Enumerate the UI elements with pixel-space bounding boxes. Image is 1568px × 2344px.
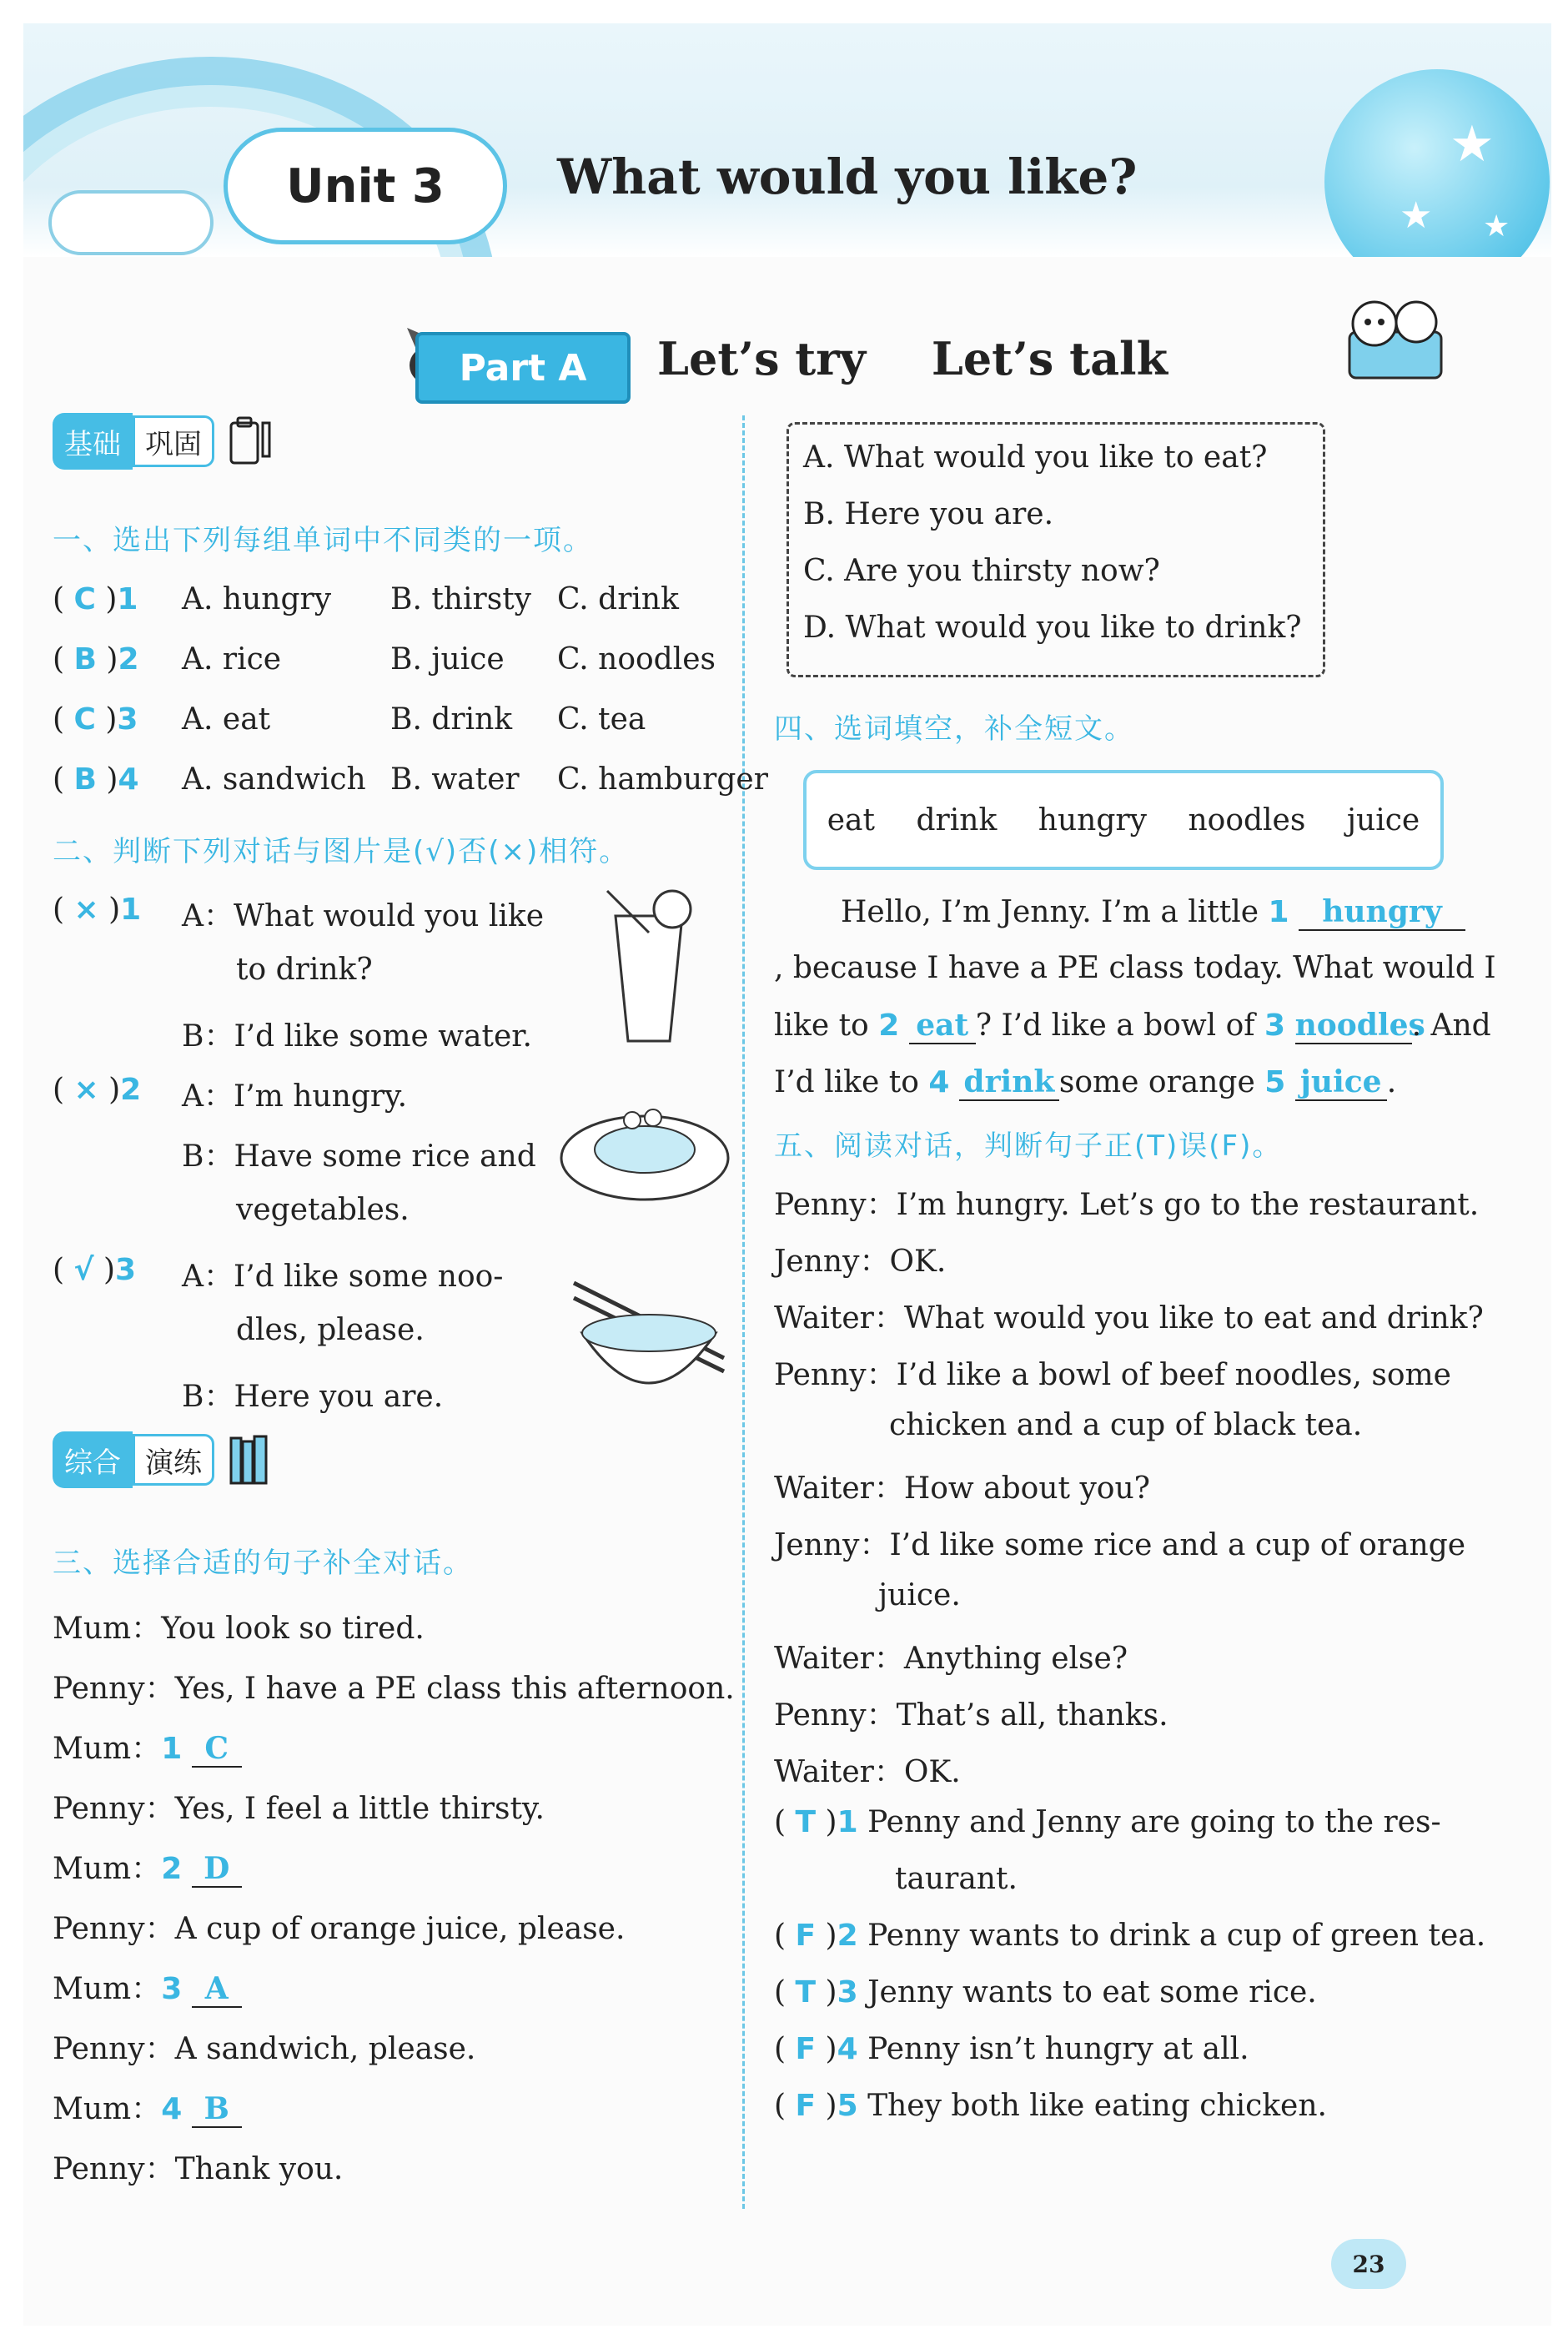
s2-line-3c: B：Here you are.	[182, 1380, 444, 1414]
juice-glass-icon	[599, 883, 699, 1049]
s2-number-2: 2	[120, 1073, 142, 1107]
s5-speaker: Jenny：	[774, 1528, 890, 1562]
s4-answer-3: noodles	[1294, 1008, 1425, 1043]
s3-speaker-2: Penny：	[53, 1672, 175, 1706]
s1-number-4: 4	[118, 762, 139, 797]
s1-answer-1: C	[73, 582, 96, 616]
s5-dialogue-9	[774, 1635, 1128, 1678]
s3-line-5	[53, 1845, 242, 1888]
s3-speaker-10: Penny：	[53, 2152, 175, 2186]
word-bank-word: juice	[1346, 802, 1420, 838]
s5-dialogue-11	[774, 1748, 961, 1791]
word-bank-word: hungry	[1038, 802, 1147, 838]
page-number: 23	[1331, 2239, 1406, 2289]
s5-item-5: ( F )5 They both like eating chicken.	[774, 2089, 1327, 2123]
s5-dialogue-3	[774, 1295, 1484, 1337]
s3-speaker-3: Mum：	[53, 1732, 162, 1766]
s5-number-5: 5	[837, 2089, 858, 2123]
s5-item-1-cont: taurant.	[895, 1862, 1018, 1896]
s5-dialogue-10	[774, 1692, 1168, 1734]
s3-line-3	[53, 1725, 242, 1768]
s4-passage-line-1	[841, 894, 1465, 931]
s5-text: How about you?	[903, 1471, 1150, 1506]
s3-option-a: A. What would you like to eat?	[803, 440, 1268, 475]
s4-text: .	[1386, 1065, 1397, 1099]
basic-tab-blue-label: 基础	[53, 413, 133, 470]
s4-number-1: 1	[1268, 895, 1289, 929]
s3-answer-3: A	[192, 1971, 242, 2008]
s3-line-8	[53, 2025, 475, 2068]
s5-statement-2: Penny wants to drink a cup of green tea.	[867, 1919, 1486, 1953]
s5-number-4: 4	[837, 2032, 858, 2066]
s2-line-2a: A：I’m hungry.	[182, 1079, 408, 1114]
s3-option-b: B. Here you are.	[803, 497, 1054, 531]
lets-talk-label: Let’s talk	[931, 332, 1168, 385]
s5-speaker: Penny：	[774, 1698, 897, 1733]
section4-heading: 四、选词填空，补全短文。	[774, 712, 1134, 746]
s5-text: Anything else?	[903, 1642, 1128, 1676]
s3-line-9	[53, 2085, 242, 2128]
comprehensive-tab	[53, 1431, 276, 1488]
workbook-page	[23, 23, 1551, 2326]
s3-line-2	[53, 1665, 735, 1708]
s5-item-4: ( F )4 Penny isn’t hungry at all.	[774, 2032, 1249, 2066]
s3-text-2: Yes, I have a PE class this afternoon.	[174, 1672, 735, 1706]
s3-line-10	[53, 2145, 343, 2188]
s5-text: OK.	[889, 1245, 947, 1279]
s4-passage-line-2: , because I have a PE class today. What would I	[774, 951, 1496, 985]
s5-item-1: ( T )1 Penny and Jenny are going to the res-	[774, 1805, 1441, 1839]
s5-statement-1: Penny and Jenny are going to the res-	[867, 1805, 1441, 1839]
s3-answer-4: B	[192, 2091, 242, 2128]
s5-answer-2: F	[795, 1919, 817, 1953]
s3-speaker-4: Penny：	[53, 1792, 175, 1826]
s3-number-3: 3	[161, 1972, 183, 2006]
hot-air-balloon-illustration	[1324, 69, 1550, 257]
s2-line-1c: B：I’d like some water.	[182, 1019, 532, 1054]
svg-text:★: ★	[1483, 209, 1510, 244]
unit-title: What would you like?	[557, 148, 1138, 205]
puppy-basket-illustration	[1324, 290, 1466, 382]
s3-line-7	[53, 1965, 242, 2008]
s3-answer-1: C	[192, 1731, 242, 1768]
s5-speaker: Waiter：	[774, 1755, 904, 1789]
section3-heading: 三、选择合适的句子补全对话。	[53, 1547, 473, 1580]
s5-text: That’s all, thanks.	[896, 1698, 1168, 1733]
column-divider	[742, 415, 745, 2209]
s4-text: like to	[774, 1009, 869, 1043]
lets-try-label: Let’s try	[657, 332, 867, 385]
s1-opt-3b: B. drink	[390, 702, 513, 737]
word-bank-word: drink	[916, 802, 998, 838]
s2-number-1: 1	[120, 893, 142, 927]
basic-tab	[53, 413, 276, 470]
s4-number-2: 2	[878, 1009, 900, 1043]
svg-text:★: ★	[1400, 194, 1433, 237]
s4-text: . And	[1411, 1009, 1491, 1043]
s5-statement-3: Jenny wants to eat some rice.	[867, 1975, 1317, 2010]
cloud-decoration	[48, 190, 214, 255]
s1-item-3: ( C )3	[53, 702, 138, 737]
s3-text-8: A sandwich, please.	[174, 2032, 476, 2066]
s4-text: ? I’d like a bowl of	[975, 1009, 1255, 1043]
s4-text: Hello, I’m Jenny. I’m a little	[841, 895, 1259, 929]
s5-dialogue-4	[774, 1351, 1451, 1394]
s4-answer-4: drink	[959, 1064, 1059, 1101]
s5-speaker: Penny：	[774, 1358, 897, 1392]
s2-answer-1: ×	[73, 893, 99, 927]
part-a-badge: Part A	[415, 332, 631, 404]
s1-answer-2: B	[73, 642, 97, 677]
s3-speaker-9: Mum：	[53, 2092, 162, 2126]
s1-opt-2a: A. rice	[182, 642, 282, 677]
s1-opt-4a: A. sandwich	[182, 762, 366, 797]
s3-answer-2: D	[192, 1851, 242, 1888]
s3-option-d: D. What would you like to drink?	[803, 611, 1302, 645]
s3-text-1: You look so tired.	[161, 1612, 425, 1646]
s5-number-1: 1	[837, 1805, 858, 1839]
s1-opt-3c: C. tea	[557, 702, 646, 737]
section1-heading: 一、选出下列每组单词中不同类的一项。	[53, 524, 593, 557]
s1-opt-2b: B. juice	[390, 642, 505, 677]
s1-opt-1b: B. thirsty	[390, 582, 531, 616]
header-banner	[23, 23, 1551, 257]
lesson-title	[657, 332, 1218, 385]
s5-text: OK.	[903, 1755, 961, 1789]
s5-answer-5: F	[795, 2089, 817, 2123]
section5-heading: 五、阅读对话，判断句子正(T)误(F)。	[774, 1129, 1283, 1163]
s3-text-4: Yes, I feel a little thirsty.	[174, 1792, 545, 1826]
s3-line-4	[53, 1785, 545, 1828]
basic-tab-white-label: 巩固	[133, 415, 214, 467]
s2-line-3b: dles, please.	[236, 1313, 425, 1347]
s2-number-3: 3	[115, 1253, 137, 1287]
s5-number-3: 3	[837, 1975, 858, 2010]
s5-text: I’d like a bowl of beef noodles, some	[896, 1358, 1451, 1392]
unit-badge: Unit 3	[224, 128, 507, 244]
s5-statement-4: Penny isn’t hungry at all.	[867, 2032, 1249, 2066]
s5-answer-4: F	[795, 2032, 817, 2066]
books-icon	[226, 1433, 276, 1486]
star-icon	[1324, 69, 1550, 257]
s3-speaker-8: Penny：	[53, 2032, 175, 2066]
s5-speaker: Waiter：	[774, 1301, 904, 1335]
clipboard-pencil-icon	[226, 415, 276, 468]
s5-speaker: Jenny：	[774, 1245, 890, 1279]
s3-text-6: A cup of orange juice, please.	[174, 1912, 626, 1946]
s5-item-2: ( F )2 Penny wants to drink a cup of green tea.	[774, 1919, 1486, 1953]
s5-dialogue-5: chicken and a cup of black tea.	[889, 1408, 1363, 1442]
svg-text:★: ★	[1450, 115, 1495, 174]
s1-item-4: ( B )4	[53, 762, 139, 797]
section2-heading: 二、判断下列对话与图片是(√)否(×)相符。	[53, 835, 630, 868]
s3-speaker-1: Mum：	[53, 1612, 162, 1646]
s1-opt-1a: A. hungry	[182, 582, 332, 616]
s3-speaker-5: Mum：	[53, 1852, 162, 1886]
s4-answer-5: juice	[1295, 1064, 1387, 1101]
s1-number-1: 1	[117, 582, 138, 616]
s4-number-4: 4	[928, 1065, 950, 1099]
s4-answer-2: eat	[909, 1008, 976, 1044]
s5-statement-5: They both like eating chicken.	[867, 2089, 1327, 2123]
s4-passage-line-4	[774, 1064, 1396, 1101]
s3-line-1	[53, 1605, 425, 1647]
s2-item-2: ( × )2	[53, 1073, 142, 1107]
s5-dialogue-6	[774, 1465, 1150, 1507]
s5-number-2: 2	[837, 1919, 858, 1953]
s5-speaker: Waiter：	[774, 1642, 904, 1676]
s5-dialogue-2	[774, 1238, 946, 1280]
s1-opt-3a: A. eat	[182, 702, 271, 737]
s1-opt-1c: C. drink	[557, 582, 679, 616]
s1-answer-4: B	[73, 762, 97, 797]
word-bank-word: noodles	[1188, 802, 1306, 838]
s2-item-3: ( √ )3	[53, 1253, 137, 1287]
noodle-bowl-icon	[565, 1266, 732, 1416]
s2-answer-3: √	[73, 1253, 94, 1287]
s3-speaker-7: Mum：	[53, 1972, 162, 2006]
s3-option-c: C. Are you thirsty now?	[803, 554, 1160, 588]
s3-text-10: Thank you.	[174, 2152, 344, 2186]
s1-item-2: ( B )2	[53, 642, 139, 677]
s2-line-2c: vegetables.	[236, 1193, 410, 1227]
s2-item-1: ( × )1	[53, 893, 142, 927]
rice-plate-icon	[557, 1083, 732, 1208]
s5-speaker: Waiter：	[774, 1471, 904, 1506]
s4-number-5: 5	[1264, 1065, 1286, 1099]
s5-dialogue-1	[774, 1181, 1479, 1224]
s1-number-3: 3	[117, 702, 138, 737]
s4-text: some orange	[1058, 1065, 1255, 1099]
s1-opt-4c: C. hamburger	[557, 762, 768, 797]
s3-number-2: 2	[161, 1852, 183, 1886]
s5-dialogue-8: juice.	[878, 1578, 961, 1612]
word-bank	[803, 770, 1444, 870]
s1-item-1: ( C )1	[53, 582, 138, 616]
s1-opt-4b: B. water	[390, 762, 520, 797]
s5-item-3: ( T )3 Jenny wants to eat some rice.	[774, 1975, 1317, 2010]
s1-opt-2c: C. noodles	[557, 642, 716, 677]
s3-speaker-6: Penny：	[53, 1912, 175, 1946]
s4-answer-1: hungry	[1299, 894, 1465, 931]
s1-answer-3: C	[73, 702, 96, 737]
s5-text: What would you like to eat and drink?	[903, 1301, 1484, 1335]
comprehensive-tab-white-label: 演练	[133, 1434, 214, 1486]
s5-text: I’m hungry. Let’s go to the restaurant.	[896, 1188, 1480, 1222]
comprehensive-tab-blue-label: 综合	[53, 1431, 133, 1488]
s5-answer-3: T	[795, 1975, 817, 2010]
s5-text: I’d like some rice and a cup of orange	[889, 1528, 1466, 1562]
word-bank-word: eat	[827, 802, 875, 838]
s2-line-2b: B：Have some rice and	[182, 1139, 536, 1174]
s3-line-6	[53, 1905, 625, 1948]
s5-answer-1: T	[795, 1805, 817, 1839]
s4-passage-line-3	[774, 1008, 1491, 1044]
s2-line-1b: to drink?	[236, 953, 373, 987]
s2-answer-2: ×	[73, 1073, 99, 1107]
s5-speaker: Penny：	[774, 1188, 897, 1222]
s4-text: I’d like to	[774, 1065, 919, 1099]
s2-line-1a: A：What would you like	[182, 899, 545, 933]
s3-number-1: 1	[161, 1732, 183, 1766]
s3-number-4: 4	[161, 2092, 183, 2126]
s4-number-3: 3	[1264, 1009, 1286, 1043]
s5-dialogue-7	[774, 1522, 1465, 1564]
s2-line-3a: A：I’d like some noo-	[182, 1260, 504, 1294]
s1-number-2: 2	[118, 642, 139, 677]
